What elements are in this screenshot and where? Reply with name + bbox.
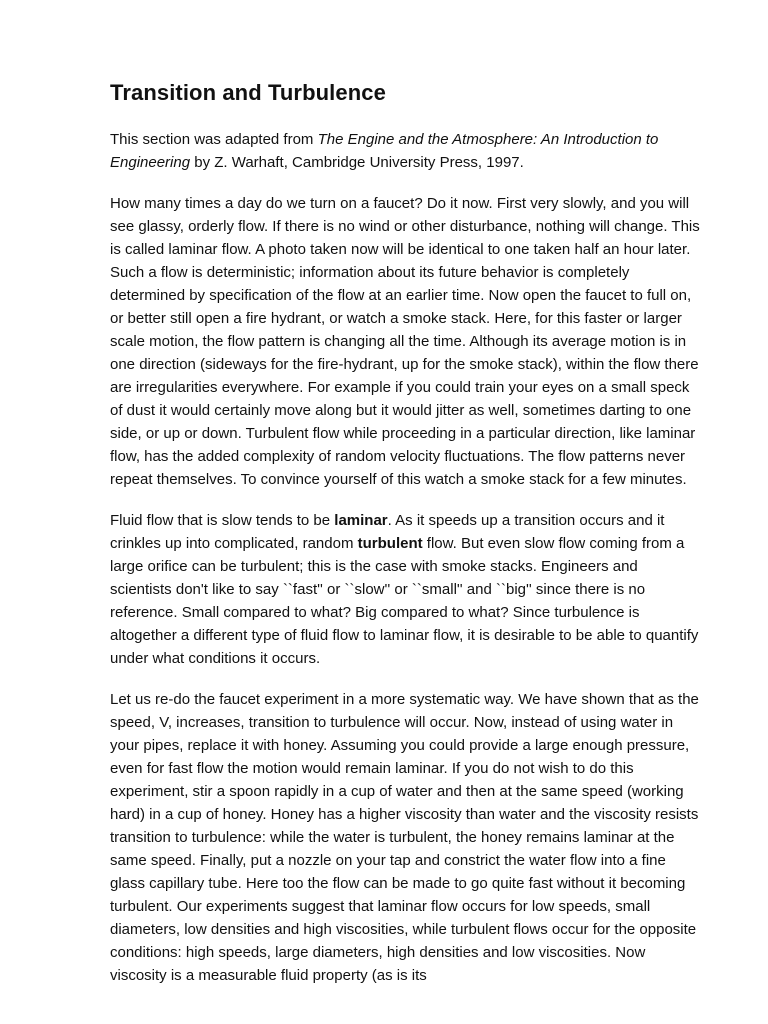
paragraph-laminar-turbulent xyxy=(110,509,700,670)
attribution-prefix: This section was adapted from xyxy=(110,131,318,148)
paragraph2-part2: . As it speeds up a transition occurs and it crinkles up into complicated, random xyxy=(110,512,665,552)
term-laminar: laminar xyxy=(334,512,388,529)
book-title: The Engine and the Atmosphere: An Introduction to Engineering xyxy=(110,131,659,171)
paragraph2-part3: flow. But even slow flow coming from a large orifice can be turbulent; this is the case with smoke stacks. Engineers and scientists don't like to say ``fast'' or ``slow'' or ``small'' and ``big'' since there is no reference. Small compared to what? Big compared to what? Since turbulence is altogether a different type of fluid flow to laminar flow, it is desirable to be able to quantify under what conditions it occurs. xyxy=(110,535,699,667)
attribution xyxy=(110,128,700,174)
paragraph-faucet: How many times a day do we turn on a faucet? Do it now. First very slowly, and you will see glassy, orderly flow. If there is no wind or other disturbance, nothing will change. This is called laminar flow. A photo taken now will be identical to one taken half an hour later. Such a flow is deterministic; information about its future behavior is completely determined by specification of the flow at an earlier time. Now open the faucet to full on, or better still open a fire hydrant, or watch a smoke stack. Here, for this faster or larger scale motion, the flow pattern is changing all the time. Although its average motion is in one direction (sideways for the fire-hydrant, up for the smoke stack), within the flow there are irregularities everywhere. For example if you could train your eyes on a small speck of dust it would certainly move along but it would jitter as well, sometimes darting to one side, or up or down. Turbulent flow while proceeding in a particular direction, like laminar flow, has the added complexity of random velocity fluctuations. The flow patterns never repeat themselves. To convince yourself of this watch a smoke stack for a few minutes. xyxy=(110,195,700,488)
attribution-suffix: by Z. Warhaft, Cambridge University Press, 1997. xyxy=(190,154,524,171)
document-page xyxy=(110,78,700,987)
paragraph-experiment: Let us re-do the faucet experiment in a more systematic way. We have shown that as the speed, V, increases, transition to turbulence will occur. Now, instead of using water in your pipes, replace it with honey. Assuming you could provide a large enough pressure, even for fast flow the motion would remain laminar. If you do not wish to do this experiment, stir a spoon rapidly in a cup of water and then at the same speed (working hard) in a cup of honey. Honey has a higher viscosity than water and the viscosity resists transition to turbulence: while the water is turbulent, the honey remains laminar at the same speed. Finally, put a nozzle on your tap and constrict the water flow into a fine glass capillary tube. Here too the flow can be made to go quite fast without it becoming turbulent. Our experiments suggest that laminar flow occurs for low speeds, small diameters, low densities and high viscosities, while turbulent flows occur for the opposite conditions: high speeds, large diameters, high densities and low viscosities. Now viscosity is a measurable fluid property (as is its xyxy=(110,691,699,984)
term-turbulent: turbulent xyxy=(357,535,423,552)
page-title: Transition and Turbulence xyxy=(110,80,386,105)
paragraph2-part1: Fluid flow that is slow tends to be xyxy=(110,512,335,529)
